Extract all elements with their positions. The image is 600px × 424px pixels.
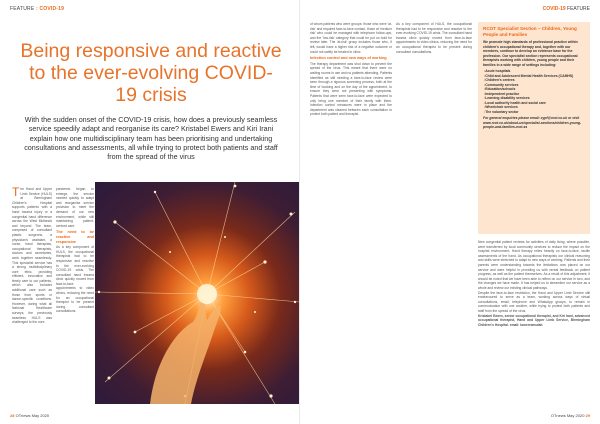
topic-label-right: COVID-19 xyxy=(542,6,566,12)
list-item: • Learning disability services xyxy=(484,96,585,101)
folio-right xyxy=(551,413,590,418)
column-3b-text: As a key component of HULS, the occupational therapists had to be responsive and reactive to the ever-evolving COVID-19 crisis. The consultant hand trauma clinic quickly moved from face-to-face appointments to video clinics, reducing the need for an occupational therapist to be present during consultant consultations. xyxy=(396,22,472,54)
publication-left: OTnews May 2020 xyxy=(15,413,50,418)
section-label: FEATURE xyxy=(10,6,35,12)
list-item: • Independent practice xyxy=(484,92,585,97)
list-item: • Community services xyxy=(484,83,585,88)
column-3-text-2: The therapy department was shut down to prevent the spread of the virus. This meant that there were no waiting rooms in use and no patients attending. Patients identified as still needing a face-to-face review were seen through a rigorous screening process, both at the time of booking and on the day of the appointment, to ensure they were not presenting with symptoms. Patients that were seen face-to-face were expected to only bring one member of their family with them. Infection control measures were in place and the department was cleaned between each consultation to protect both patient and therapist. xyxy=(310,61,392,117)
hands-light-photo xyxy=(95,182,300,404)
body-column-4 xyxy=(478,240,590,406)
author-byline: Kristabel Ewers, senior occupational therapist, and Kiri Irani, advanced occupational therapist, Hand and Upper Limb Service, Birmingham Children's Hospital. email: kanereamutah xyxy=(478,313,590,327)
body-column-3b xyxy=(396,22,472,402)
page-number-left: 28 xyxy=(10,413,15,418)
column-3-text: of whom patients who were groups: those who were 'at-risk' and required face-to-face contact, those at 'medium risk' who could be managed with telephone follow-ups, and the 'low-risk' category that could be put on hold for review later. The 'at-risk' group includes those who, if left, would have a higher risk of a negative outcome or could not safely be treated in clinic. xyxy=(310,22,392,54)
list-item: • Education/schools xyxy=(484,87,585,92)
column-4-text: New congenital patient reviews for activities of daily living, where possible, were transferred by local community services to reduce the impact on the hospital environment. Hand therapy relies heavily on face-to-face, tactile assessments of the hand. As occupational therapists our clinical reasoning and skills were stretched to adapt to new ways of working. Patients and their parents were understanding towards the limitations now placed on our service and were helpful in providing us with verbal feedback on patient progress, as well as the patient themselves. As a result of this adjustment, it should be noted that we have been able to reflect on our service in turn, and the changes we have made. It has helped us to streamline our service as a whole and review our existing clinical pathways. xyxy=(478,240,590,290)
folio-left xyxy=(10,413,49,418)
list-item: • The voluntary sector xyxy=(484,110,585,115)
column-4-closing: Despite the face-to-face restriction, the Hand and Upper Limb Service still endeavoured to serve as a team, working across ways of virtual consultations, email, telephone and WhatsApp groups, to remain in communication with one another, while trying to protect both patients and staff from the spread of the virus. xyxy=(478,290,590,313)
body-column-3 xyxy=(310,22,392,402)
body-column-2 xyxy=(56,187,94,407)
box-title: RCOT Specialist Section – Children, Young People and Families xyxy=(483,26,577,37)
list-item: • Children's centres xyxy=(484,78,585,83)
list-item: • Child and Adolescent Mental Health Services (CAMHS) xyxy=(484,74,585,79)
column-2-text: pandemic began to emerge, the service needed quickly to adapt and reorganise service provision to meet the demand of our new environment, while still maintaining patient-centred care. xyxy=(56,187,94,228)
column-2-text-2: As a key component of HULS, the occupational therapists had to be responsive and reactive to the ever-evolving COVID-19 crisis. The consultant hand trauma clinic quickly moved from face-to-face appointments to video clinics, reducing the need for an occupational therapist to be present during consultant consultations. xyxy=(56,245,94,314)
section-header-right xyxy=(543,6,590,12)
list-item: • Wheelchair services xyxy=(484,105,585,110)
box-intro: We promote high standards of professional practice within children's occupational therapy and, together with our members, continue to develop an evidence base for the profession. Our specialist section represents occupational therapists working with children, young people and their families in a wide range of settings including: xyxy=(483,40,578,67)
section-header-left: FEATURE : COVID-19 xyxy=(10,6,65,12)
box-contact: For general enquiries please email: cypf@rcot.co.uk or visit www.rcot.co.uk/about-us/specialist-sections/children-young-people-and-families-rcot-ss xyxy=(483,116,582,130)
specialist-section-box xyxy=(478,22,590,234)
article-title: Being responsive and reactive to the ever-evolving COVID-19 crisis xyxy=(20,40,282,106)
article-standfirst: With the sudden onset of the COVID-19 crisis, how does a previously seamless service speedily adapt and reorganise its care? Kristabel Ewers and Kiri Irani explain how one multidisciplinary team has been prioritising and undertaking consultations and assessments, all while trying to protect both patients and staff from the spread of the virus xyxy=(24,115,278,162)
page-number-right: 29 xyxy=(585,413,590,418)
dropcap: T xyxy=(12,187,20,199)
section-label-right: FEATURE xyxy=(567,6,590,12)
column-3-heading: Infection control and new ways of working xyxy=(310,56,387,61)
topic-label: COVID-19 xyxy=(39,6,65,12)
list-item: • Acute hospitals xyxy=(484,69,585,74)
column-2-heading: The need to be reactive and responsive xyxy=(56,230,94,244)
body-column-1 xyxy=(12,187,52,407)
publication-right: OTnews May 2020 xyxy=(550,413,585,418)
list-item: • Local authority health and social care xyxy=(484,101,585,106)
column-1-text: he Hand and Upper Limb Service (HULS) at Birmingham Children's Hospital supports patients with a hand trauma injury or a congenital hand difference across the West Midlands and beyond. The team, comprised of consultant plastic surgeons, a physician's assistant, a nurse, hand therapists, occupational therapists, doctors and secretaries, work together seamlessly. This specialist service has a strong multidisciplinary core ethic, providing efficient, innovative and timely care to our patients, which also includes additional care such as those from sports or dance-specific conditions. However, during what all National Healthcare surveys, the previously seamless HULS was challenged to the core. xyxy=(12,187,52,325)
settings-list xyxy=(484,69,585,114)
